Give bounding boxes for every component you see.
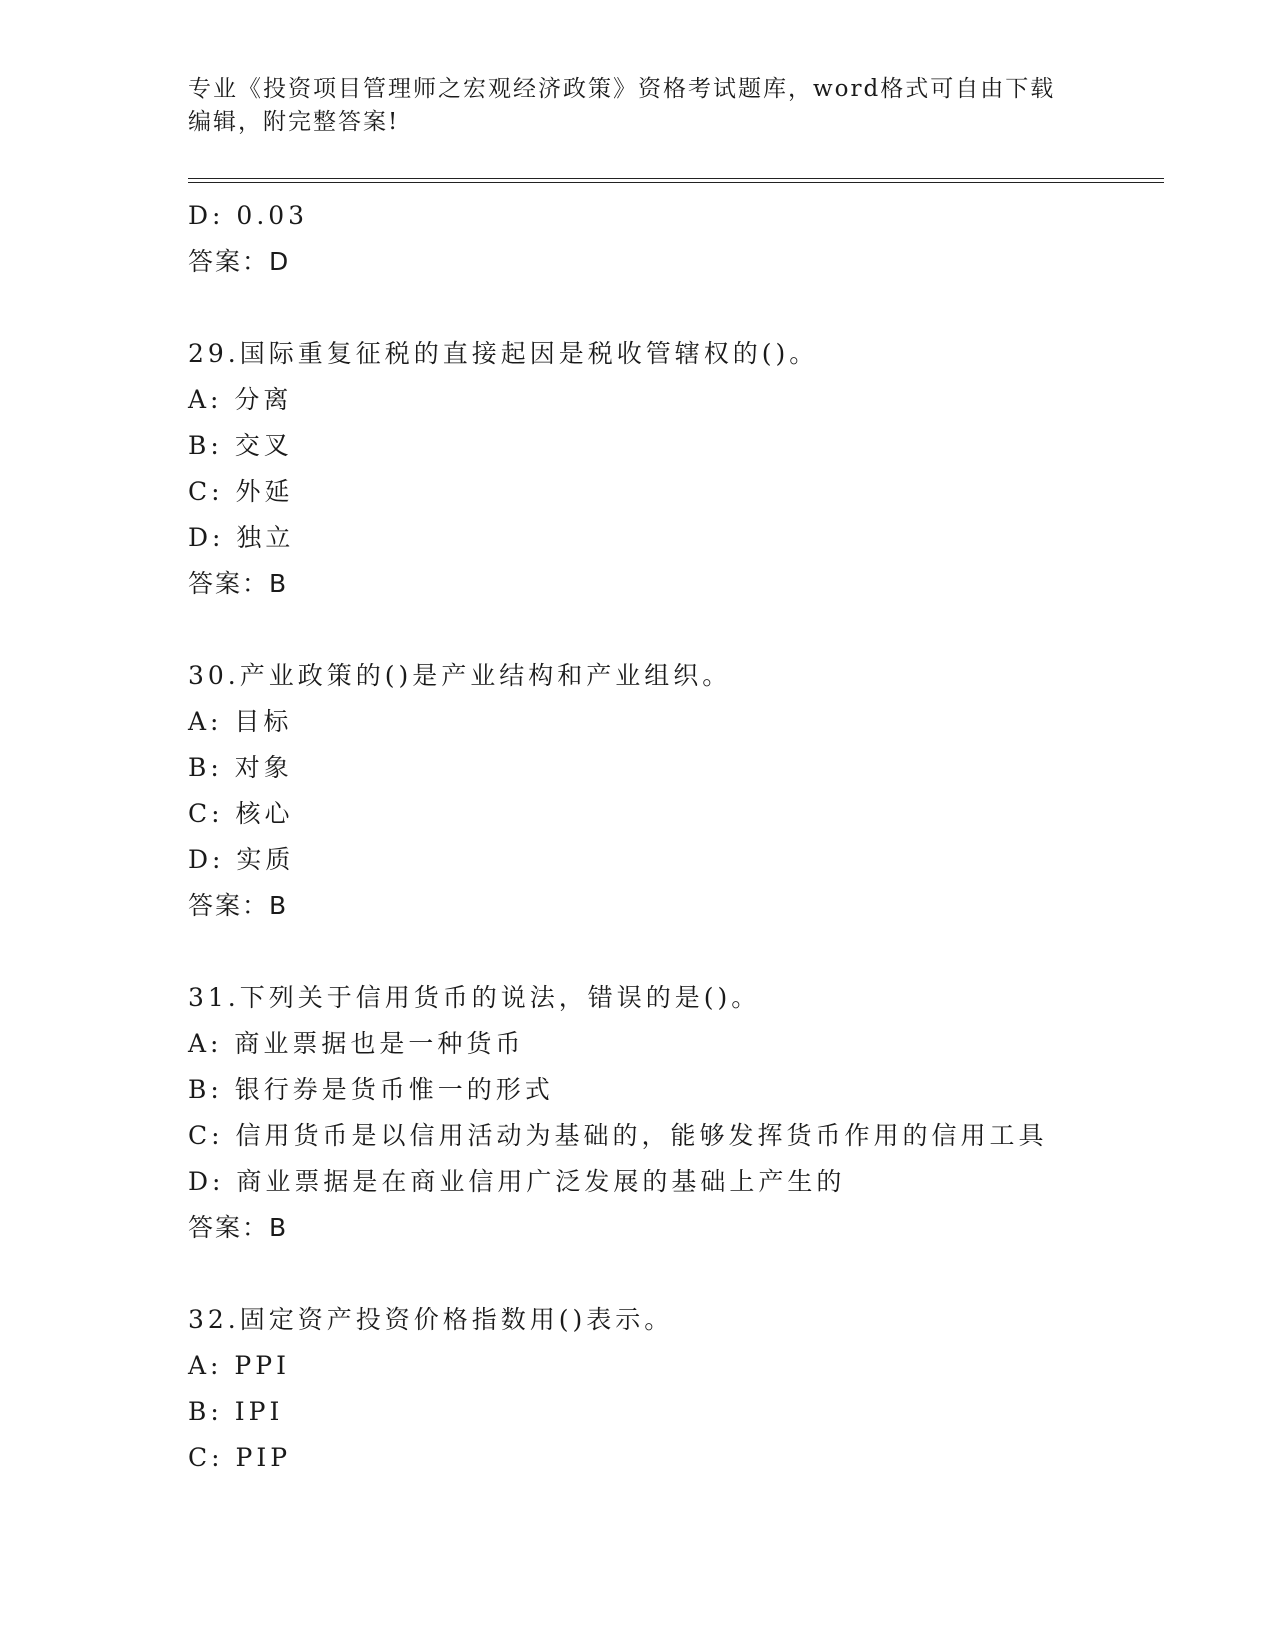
option-b: B: IPI xyxy=(188,1397,284,1426)
answer-line: 答案：B xyxy=(188,569,289,598)
option-b: B: 对象 xyxy=(188,753,293,782)
option-b: B: 银行券是货币惟一的形式 xyxy=(188,1075,554,1104)
option-a: A: PPI xyxy=(188,1351,290,1380)
question-list xyxy=(188,193,1168,1481)
question-stem-30: 30.产业政策的()是产业结构和产业组织。 xyxy=(188,661,732,690)
option-d: D: 商业票据是在商业信用广泛发展的基础上产生的 xyxy=(188,1167,846,1196)
spacer xyxy=(188,285,1168,331)
spacer xyxy=(188,929,1168,975)
question-stem-32: 32.固定资产投资价格指数用()表示。 xyxy=(188,1305,674,1334)
spacer xyxy=(188,1251,1168,1297)
option-c: C: 信用货币是以信用活动为基础的，能够发挥货币作用的信用工具 xyxy=(188,1121,1048,1150)
option-a: A: 商业票据也是一种货币 xyxy=(188,1029,525,1058)
option-c: C: 核心 xyxy=(188,799,294,828)
option-a: A: 目标 xyxy=(188,707,293,736)
option-d: D: 实质 xyxy=(188,845,295,874)
header-divider xyxy=(188,178,1164,183)
option-d: D: 0.03 xyxy=(188,201,309,230)
option-b: B: 交叉 xyxy=(188,431,293,460)
option-a: A: 分离 xyxy=(188,385,293,414)
answer-line: 答案：D xyxy=(188,247,291,276)
answer-line: 答案：B xyxy=(188,1213,289,1242)
question-stem-31: 31.下列关于信用货币的说法，错误的是()。 xyxy=(188,983,761,1012)
question-stem-29: 29.国际重复征税的直接起因是税收管辖权的()。 xyxy=(188,339,819,368)
spacer xyxy=(188,607,1168,653)
option-c: C: 外延 xyxy=(188,477,294,506)
page-header: 专业《投资项目管理师之宏观经济政策》资格考试题库，word格式可自由下载编辑，附完整答案! xyxy=(188,76,1056,135)
option-d: D: 独立 xyxy=(188,523,295,552)
answer-line: 答案：B xyxy=(188,891,289,920)
option-c: C: PIP xyxy=(188,1443,292,1472)
